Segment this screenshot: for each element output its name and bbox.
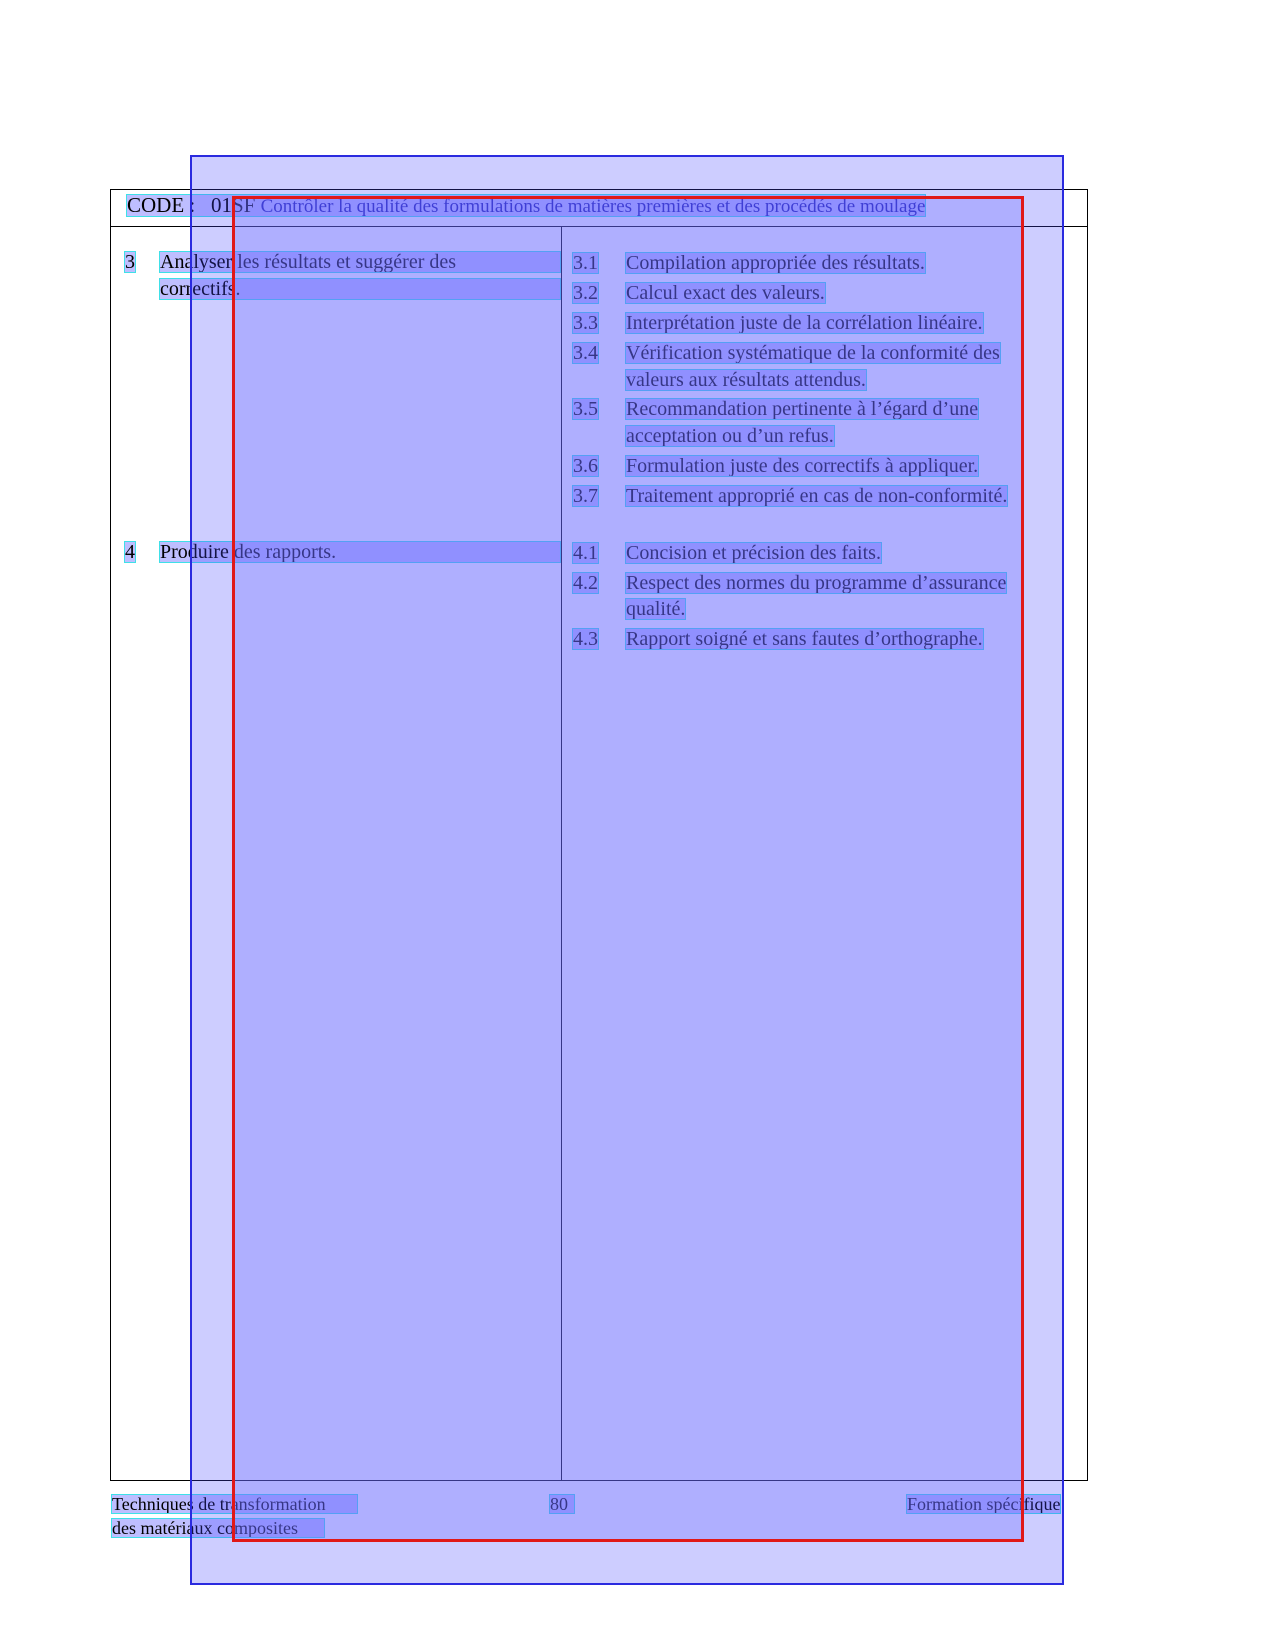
competency-title: Contrôler la qualité des formulations de matières premières et des procédés de moulage: [260, 196, 926, 217]
code-value: 01SF: [211, 193, 256, 217]
footer-program-line1: Techniques de transformation: [112, 1495, 357, 1513]
element-number: 3: [125, 251, 135, 273]
criterion-text-line: Rapport soigné et sans fautes d’orthographe.: [626, 628, 983, 650]
element-text-line: correctifs.: [160, 279, 560, 299]
element-text-line: Analyser les résultats et suggérer des: [160, 252, 560, 272]
criterion-text-line: Traitement approprié en cas de non-conformité.: [626, 485, 1008, 507]
criterion-text-line: Formulation juste des correctifs à appliquer.: [626, 455, 979, 477]
criterion-text-line: Vérification systématique de la conformité des: [626, 342, 1000, 364]
criterion-text-line: Concision et précision des faits.: [626, 542, 881, 564]
criterion-number: 3.7: [573, 485, 598, 507]
criterion-number: 3.6: [573, 455, 598, 477]
criterion-number: 3.1: [573, 252, 598, 274]
criterion-text-line: Compilation appropriée des résultats.: [626, 252, 925, 274]
code-label: CODE :: [127, 193, 196, 217]
element-number: 4: [125, 541, 135, 563]
criterion-number: 3.2: [573, 282, 598, 304]
criterion-number: 4.2: [573, 572, 598, 594]
criterion-number: 4.3: [573, 628, 598, 650]
footer-section-label: Formation spécifique: [907, 1494, 1061, 1514]
criterion-text-line: qualité.: [626, 598, 686, 620]
criterion-number: 3.4: [573, 342, 598, 364]
criterion-text-line: Recommandation pertinente à l’égard d’une: [626, 398, 979, 420]
criterion-text-line: Respect des normes du programme d’assurance: [626, 572, 1007, 594]
criterion-number: 3.5: [573, 398, 598, 420]
criterion-text-line: Interprétation juste de la corrélation linéaire.: [626, 312, 983, 334]
criterion-number: 4.1: [573, 542, 598, 564]
element-text-line: Produire des rapports.: [160, 542, 560, 562]
criterion-number: 3.3: [573, 312, 598, 334]
page-number: 80: [550, 1495, 574, 1513]
criterion-text-line: Calcul exact des valeurs.: [626, 282, 825, 304]
criterion-text-line: acceptation ou d’un refus.: [626, 425, 834, 447]
footer-program-line2: des matériaux composites: [112, 1519, 324, 1537]
criterion-text-line: valeurs aux résultats attendus.: [626, 369, 866, 391]
region-overlay-inner: [232, 196, 1024, 1542]
